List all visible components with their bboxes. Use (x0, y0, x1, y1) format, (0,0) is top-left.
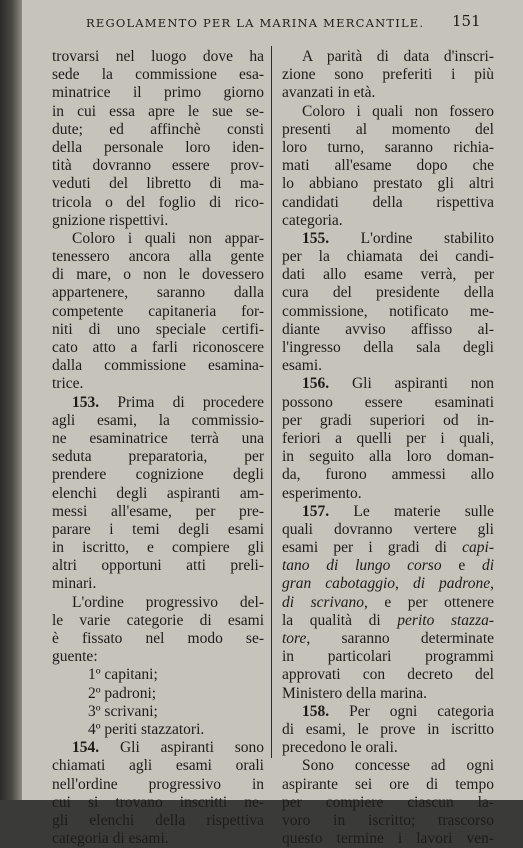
text-line: in cui essa apre le sue se- (52, 102, 264, 120)
text-line (282, 503, 494, 521)
text-line: diante avviso affisso al- (282, 320, 494, 338)
text-line: L'ordine progressivo del- (72, 593, 264, 611)
text-line: da, furono ammessi allo (282, 466, 494, 484)
text-line: gli elenchi della rispettiva (52, 811, 264, 829)
text-line: competente capitaneria for- (52, 302, 264, 320)
text-line: Ministero della marina. (282, 684, 428, 702)
text-line: tenessero ancora alla gente (52, 248, 264, 266)
line-text: L'ordine stabilito (360, 229, 494, 247)
article-number: 155. (302, 229, 330, 247)
running-title: REGOLAMENTO PER LA MARINA MERCANTILE. (86, 16, 425, 30)
article-number: 157. (302, 502, 330, 520)
text-line: tano di lungo corso e di (282, 557, 494, 575)
text-line: loro turno, saranno richia- (282, 138, 494, 156)
text-line: aspirante sei ore di tempo (282, 775, 494, 793)
article-number: 158. (302, 702, 330, 720)
text-line: elenchi degli aspiranti am- (52, 484, 264, 502)
text-line: dalla commissione esamina- (52, 357, 264, 375)
text-line: agli esami, la commissio- (52, 411, 264, 429)
text-line: nell'ordine progressivo in (52, 775, 264, 793)
text-line: categoria. (282, 211, 343, 229)
text-line (52, 739, 264, 757)
text-line: categoria di esami. (52, 830, 169, 848)
article-number: 153. (72, 393, 100, 411)
right-text-column (282, 48, 494, 848)
text-line: 2º padroni; (88, 684, 157, 702)
text-line: feriori a quelli per i quali, (282, 429, 494, 447)
text-line: la qualità di perito stazza- (282, 611, 495, 629)
text-line: l'ingresso della sala degli (282, 339, 494, 356)
text-line: 3º scrivani; (88, 702, 158, 720)
text-line: le varie categorie di esami (52, 611, 264, 629)
text-line: possono essere esaminati (282, 393, 494, 411)
text-line: sede la commissione esa- (52, 66, 264, 84)
text-line: minari. (52, 575, 97, 593)
text-line: ne esaminatrice terrà una (52, 429, 264, 447)
text-line: cura del presidente della (282, 284, 494, 302)
text-line: della personale loro iden- (52, 138, 264, 156)
article-number: 154. (72, 739, 100, 757)
text-line: guente: (52, 648, 98, 666)
text-line: tricola o del foglio di rico- (52, 193, 264, 211)
text-line: lo abbiano prestato gli altri (282, 175, 494, 193)
text-line: esperimento. (282, 484, 362, 502)
text-line (282, 230, 494, 248)
text-line: precedono le orali. (282, 739, 398, 757)
text-line: esami. (282, 357, 323, 375)
book-gutter (0, 0, 22, 800)
text-line: mati all'esame dopo che (282, 157, 494, 175)
text-line: quali dovranno vertere gli (282, 520, 494, 538)
text-line: in iscritto, e compiere gli (52, 539, 264, 557)
text-line: parare i temi degli esami (52, 520, 264, 538)
text-line: chiamati agli esami orali (52, 757, 264, 775)
text-line: messi all'esame, per pre- (52, 502, 264, 520)
text-line: dati allo esame verrà, per (282, 266, 494, 284)
line-text: Gli aspiranti non (351, 375, 494, 393)
text-line: per la chiamata dei candi- (282, 248, 494, 266)
text-line: Coloro i quali non fossero (302, 102, 494, 120)
text-line: presenti al momento del (282, 120, 494, 138)
text-line: di esami, le prove in iscritto (282, 720, 494, 738)
line-text: Gli aspiranti sono (119, 739, 265, 757)
text-line (282, 703, 494, 721)
text-line: trice. (52, 375, 84, 393)
text-line: tore, saranno determinate (282, 630, 494, 647)
text-line: di scrivano, e per ottenere (282, 593, 494, 611)
text-line: in particolari programmi (282, 648, 494, 666)
text-line: 1º capitani; (88, 666, 158, 684)
line-text: Le materie sulle (353, 502, 495, 520)
text-line: gnizione rispettivi. (52, 211, 169, 229)
text-line: commissione, notificato me- (282, 302, 494, 320)
text-line: dute; ed affinchè consti (52, 120, 264, 138)
text-line: voro in iscritto; trascorso (282, 811, 494, 829)
page-number: 151 (452, 12, 481, 30)
text-line (282, 375, 494, 393)
text-line: appartenere, saranno dalla (52, 284, 264, 302)
text-line: trovarsi nel luogo dove ha (52, 48, 264, 65)
text-line: cato atto a farli riconoscere (52, 339, 264, 356)
text-line: tità dovranno essere prov- (52, 157, 264, 175)
text-line: seduta preparatoria, per (52, 448, 264, 466)
text-line: Coloro i quali non appar- (72, 229, 264, 247)
text-line: esami per i gradi di capi- (282, 539, 494, 557)
text-line: in seguito alla loro doman- (282, 448, 494, 466)
text-line: per gradi superiori od in- (282, 411, 494, 429)
text-line: niti di uno speciale certifi- (52, 320, 264, 338)
text-line: minatrice il primo giorno (52, 84, 264, 102)
text-line: Sono concesse ad ogni (302, 757, 494, 775)
text-line: 4º periti stazzatori. (88, 720, 205, 738)
text-line: è fissato nel modo se- (52, 630, 264, 647)
text-line: prendere cognizione degli (52, 466, 264, 484)
text-line (52, 394, 264, 412)
text-line: questo termine i lavori ven- (282, 830, 494, 848)
text-line: candidati della rispettiva (282, 193, 494, 211)
text-line: gran cabotaggio, di padrone, (282, 575, 494, 593)
text-line: zione sono preferiti i più (282, 66, 494, 84)
text-line: per compiere ciascun la- (282, 793, 494, 811)
line-text: Per ogni categoria (349, 702, 494, 720)
text-line: approvati con decreto del (282, 666, 494, 684)
text-line: A parità di data d'inscri- (302, 48, 494, 65)
column-divider (271, 46, 272, 758)
line-text: Prima di procedere (117, 393, 264, 411)
text-line: di mare, o non le dovessero (52, 266, 264, 284)
text-line: altri opportuni atti preli- (52, 557, 264, 575)
text-line: veduti del libretto di ma- (52, 175, 264, 193)
text-line: avanzati in età. (282, 84, 376, 102)
left-text-column (52, 48, 264, 848)
text-line: cui si trovano inscritti ne- (52, 793, 264, 811)
article-number: 156. (302, 375, 330, 393)
